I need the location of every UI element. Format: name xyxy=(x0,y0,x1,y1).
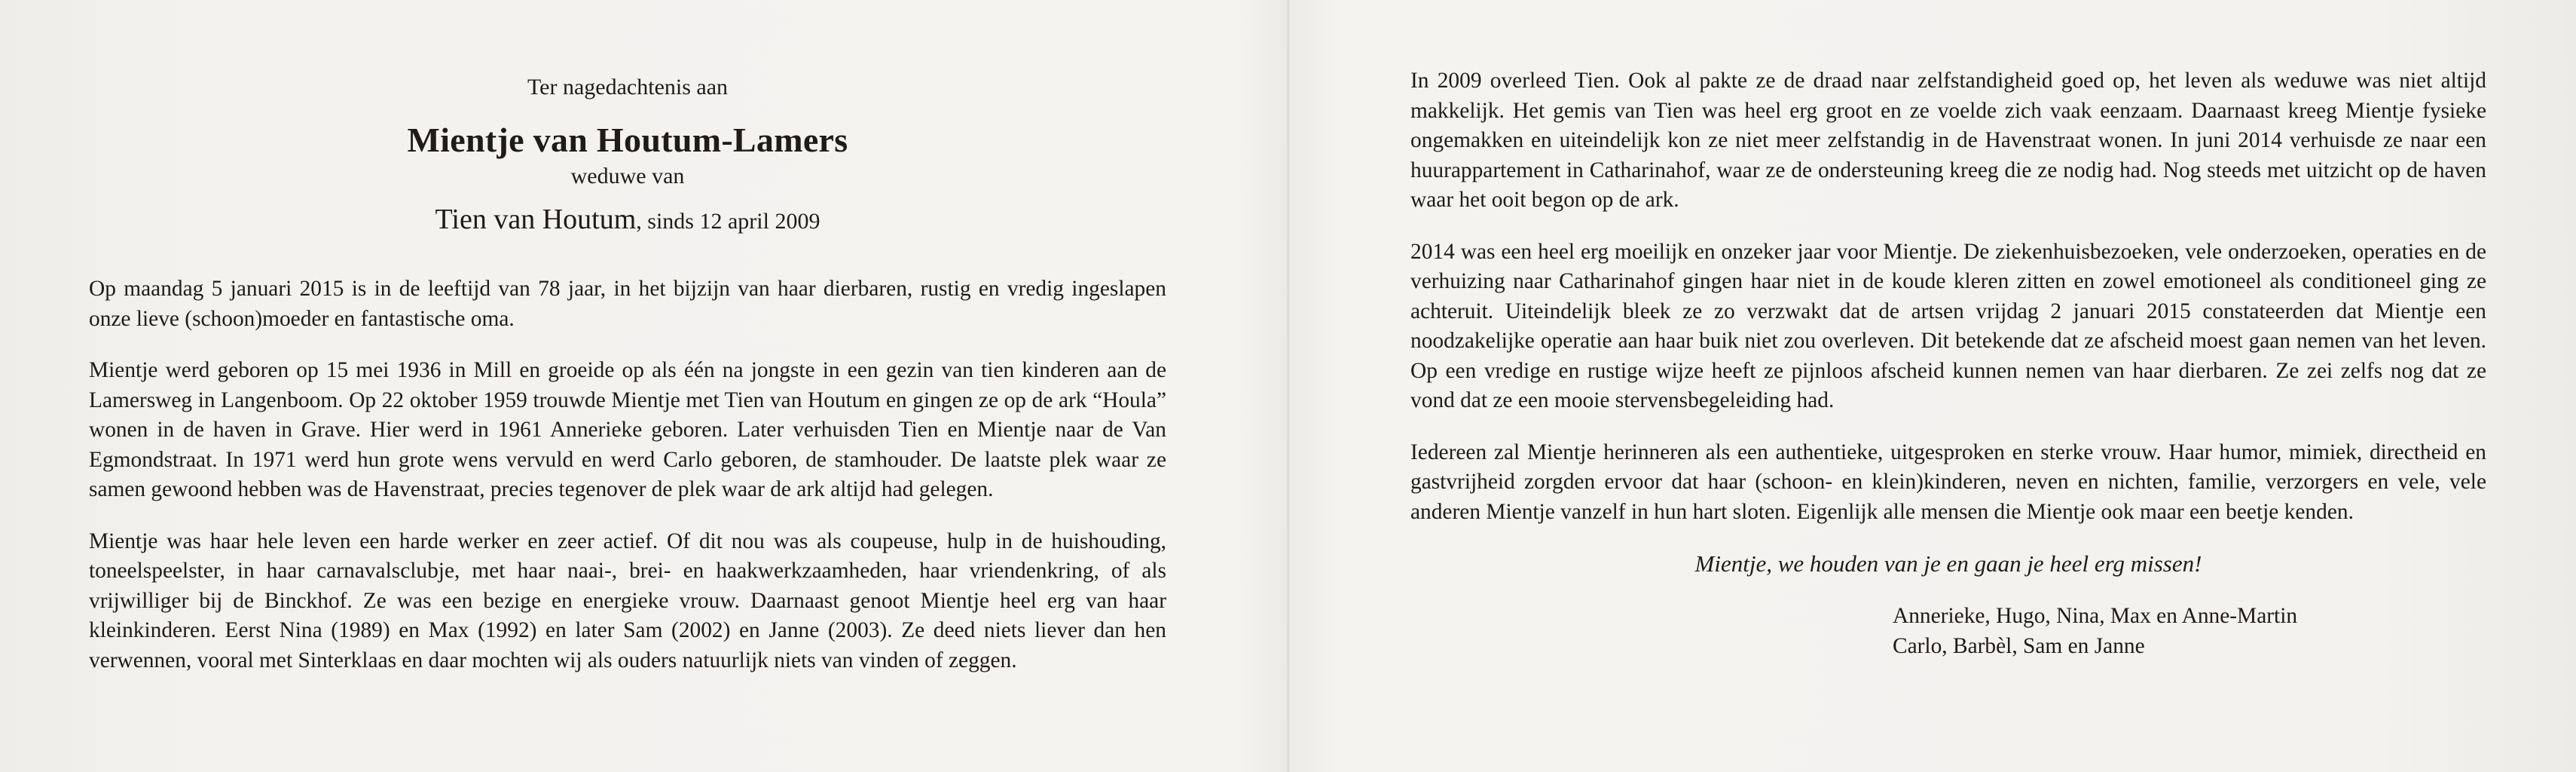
husband-name: Tien van Houtum xyxy=(435,204,637,235)
family-signature xyxy=(1893,601,2486,661)
signature-line: Carlo, Barbèl, Sam en Janne xyxy=(1893,634,2145,658)
husband-line xyxy=(89,201,1166,244)
paragraph-life-story: Mientje werd geboren op 15 mei 1936 in Mill en groeide op als één na jongste in een gezin van tien kinderen aan de Lamersweg in Langenboom. Op 22 oktober 1959 trouwde Mientje met Tien van Houtum en gingen ze op de ark “Houla” wonen in de haven in Grave. Hier werd in 1961 Annerieke geboren. Later verhuisden Tien en Mientje naar de Van Egmondstraat. In 1971 werd hun grote wens vervuld en werd Carlo geboren, de stamhouder. De laatste plek waar ze samen gewoond hebben was de Havenstraat, precies tegenover de plek waar de ark altijd had gelegen. xyxy=(89,358,1166,501)
right-page xyxy=(1410,0,2486,772)
center-fold xyxy=(1287,0,1290,772)
paragraph-death-notice: Op maandag 5 januari 2015 is in de leeftijd van 78 jaar, in het bijzijn van haar dierbaren, rustig en vredig ingeslapen onze lieve (schoon)moeder en fantastische oma. xyxy=(89,277,1166,331)
memorial-header xyxy=(89,72,1166,244)
deceased-name: Mientje van Houtum-Lamers xyxy=(407,121,848,159)
widow-line: weduwe van xyxy=(570,164,685,188)
paragraph-widowhood: In 2009 overleed Tien. Ook al pakte ze de draad naar zelfstandigheid goed op, het leven als weduwe was niet altijd makkelijk. Het gemis van Tien was heel erg groot en ze voelde zich vaak eenzaam. Daarnaast kreeg Mientje fysieke ongemakken en uiteindelijk kon ze niet meer zelfstandig in de Havenstraat wonen. In juni 2014 verhuisde ze naar een huurappartement in Catharinahof, waar ze de ondersteuning kreeg die ze nodig had. Nog steeds met uitzicht op de haven waar het ooit begon op de ark. xyxy=(1410,69,2486,212)
paragraph-remembrance: Iedereen zal Mientje herinneren als een authentieke, uitgesproken en sterke vrouw. Haar humor, mimiek, directheid en gastvrijheid zorgden ervoor dat haar (schoon- en klein)kinderen, neven en nichten, familie, verzorgers en vele, vele anderen Mientje vanzelf in hun hart sloten. Eigenlijk alle mensen die Mientje ook maar een beetje kenden. xyxy=(1410,440,2486,524)
since-date: , sinds 12 april 2009 xyxy=(636,209,820,234)
paragraph-activities: Mientje was haar hele leven een harde werker en zeer actief. Of dit nou was als coupeuse, hulp in de huishouding, toneelspeelster, in haar carnavalsclubje, met haar naai-, brei- en haakwerkzaamheden, haar vriendenkring, of als vrijwilliger bij de Binckhof. Ze was een bezige en energieke vrouw. Daarnaast genoot Mientje heel erg van haar kleinkinderen. Eerst Nina (1989) en Max (1992) en later Sam (2002) en Janne (2003). Ze deed niets liever dan hen verwennen, vooral met Sinterklaas en daar mochten wij als ouders natuurlijk niets van vinden of zeggen. xyxy=(89,528,1166,672)
closing-message: Mientje, we houden van je en gaan je heel erg missen! xyxy=(1694,550,2202,577)
intro-line: Ter nagedachtenis aan xyxy=(527,75,729,100)
left-page xyxy=(89,0,1166,772)
signature-line: Annerieke, Hugo, Nina, Max en Anne-Martin xyxy=(1893,604,2298,628)
paragraph-final-year: 2014 was een heel erg moeilijk en onzeker jaar voor Mientje. De ziekenhuisbezoeken, vele onderzoeken, operaties en de verhuizing naar Catharinahof gingen haar niet in de koude kleren zitten en zowel emotioneel als conditioneel ging ze achteruit. Uiteindelijk bleek ze zo verzwakt dat de artsen vrijdag 2 januari 2015 constateerden dat Mientje een noodzakelijke operatie aan haar buik niet zou overleven. Dit betekende dat ze afscheid moest gaan nemen van het leven. Op een vredige en rustige wijze heeft ze pijnloos afscheid kunnen nemen van haar dierbaren. Ze zei zelfs nog dat ze vond dat ze een mooie stervensbegeleiding had. xyxy=(1410,239,2486,412)
